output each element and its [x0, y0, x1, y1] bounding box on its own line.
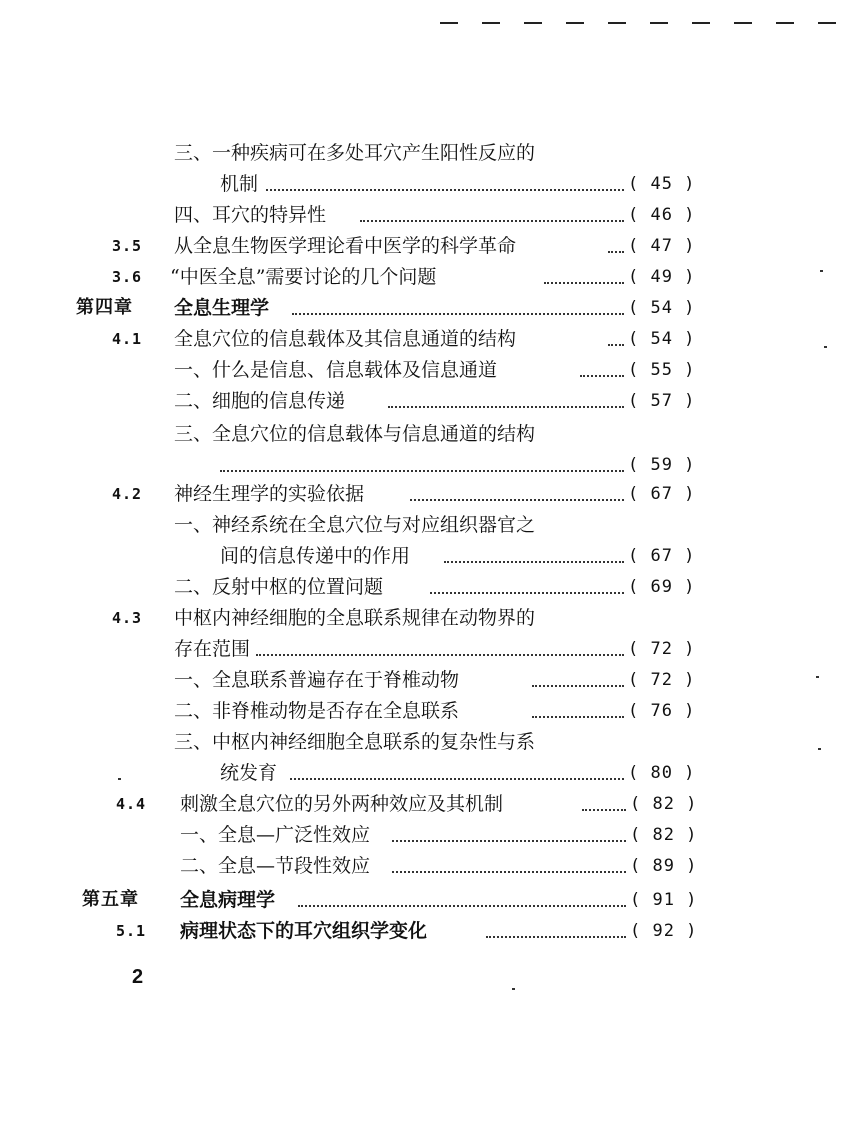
toc-entry-page: ( 76 ) — [628, 701, 696, 721]
toc-entry — [0, 665, 866, 695]
toc-entry-title: 机制 — [220, 173, 259, 195]
dot-leader — [410, 499, 624, 501]
toc-entry-title: 神经生理学的实验依据 — [174, 483, 365, 505]
toc-entry-page: ( 80 ) — [628, 763, 696, 783]
toc-entry — [0, 572, 866, 602]
toc-entry-page: ( 54 ) — [628, 329, 696, 349]
toc-entry-title: 三、全息穴位的信息载体与信息通道的结构 — [174, 423, 536, 445]
toc-entry-page: ( 82 ) — [630, 794, 698, 814]
toc-entry-page: ( 92 ) — [630, 921, 698, 941]
toc-entry — [0, 789, 866, 819]
toc-entry-title: 二、全息—节段性效应 — [180, 855, 371, 877]
toc-entry-page: ( 67 ) — [628, 484, 696, 504]
scan-speck — [512, 988, 515, 990]
dot-leader — [608, 344, 624, 346]
toc-entry-title: 刺激全息穴位的另外两种效应及其机制 — [180, 793, 504, 815]
toc-entry-title: 三、一种疾病可在多处耳穴产生阳性反应的 — [174, 142, 536, 164]
dot-leader — [392, 871, 626, 873]
toc-entry — [0, 324, 866, 354]
toc-entry-page: ( 67 ) — [628, 546, 696, 566]
toc-entry-page: ( 55 ) — [628, 360, 696, 380]
scan-speck — [816, 676, 819, 678]
toc-entry — [0, 138, 866, 168]
toc-entry-title: 全息生理学 — [174, 297, 270, 319]
toc-entry — [0, 820, 866, 850]
page-number: 2 — [132, 966, 144, 988]
toc-entry — [0, 262, 866, 292]
dot-leader — [392, 840, 626, 842]
section-number: 5.1 — [116, 922, 147, 940]
toc-entry — [0, 386, 866, 416]
dot-leader — [582, 809, 626, 811]
toc-entry-page: ( 47 ) — [628, 236, 696, 256]
toc-entry-title: 一、全息—广泛性效应 — [180, 824, 371, 846]
dot-leader — [444, 561, 624, 563]
toc-entry-title: 三、中枢内神经细胞全息联系的复杂性与系 — [174, 731, 536, 753]
toc-entry-page: ( 54 ) — [628, 298, 696, 318]
toc-entry-page: ( 91 ) — [630, 890, 698, 910]
toc-entry-title: 二、细胞的信息传递 — [174, 390, 346, 412]
toc-entry-title: 间的信息传递中的作用 — [220, 545, 411, 567]
toc-chapter-entry — [0, 293, 866, 323]
dot-leader — [360, 220, 624, 222]
toc-entry-title: 一、什么是信息、信息载体及信息通道 — [174, 359, 498, 381]
toc-entry — [0, 355, 866, 385]
toc-entry-page: ( 59 ) — [628, 455, 696, 475]
toc-entry-title: 全息穴位的信息载体及其信息通道的结构 — [174, 328, 517, 350]
toc-entry — [0, 479, 866, 509]
scan-speck — [818, 748, 821, 750]
toc-entry — [0, 634, 866, 664]
toc-entry — [0, 169, 866, 199]
toc-entry-page: ( 49 ) — [628, 267, 696, 287]
toc-entry-page: ( 82 ) — [630, 825, 698, 845]
section-number: 3.5 — [112, 237, 143, 255]
dot-leader — [580, 375, 624, 377]
dot-leader — [266, 189, 624, 191]
toc-entry-title: 四、耳穴的特异性 — [174, 204, 327, 226]
chapter-label: 第四章 — [76, 297, 133, 318]
dot-leader — [256, 654, 624, 656]
toc-entry-title: 一、全息联系普遍存在于脊椎动物 — [174, 669, 460, 691]
scan-speck — [824, 346, 827, 348]
dot-leader — [486, 936, 626, 938]
toc-entry — [0, 419, 866, 449]
toc-entry-title: 二、反射中枢的位置问题 — [174, 576, 384, 598]
scan-speck — [820, 270, 823, 272]
toc-entry-title: 全息病理学 — [180, 889, 276, 911]
toc-entry — [0, 851, 866, 881]
toc-entry-title: 病理状态下的耳穴组织学变化 — [180, 920, 428, 942]
toc-entry — [0, 450, 866, 480]
toc-entry — [0, 510, 866, 540]
toc-entry-title: “中医全息”需要讨论的几个问题 — [170, 266, 437, 288]
toc-chapter-entry — [0, 885, 866, 915]
toc-entry — [0, 696, 866, 726]
toc-entry-page: ( 72 ) — [628, 639, 696, 659]
toc-entry — [0, 231, 866, 261]
toc-entry-title: 一、神经系统在全息穴位与对应组织器官之 — [174, 514, 536, 536]
dot-leader — [290, 778, 624, 780]
section-number: 4.1 — [112, 330, 143, 348]
toc-entry — [0, 603, 866, 633]
dot-leader — [544, 282, 624, 284]
toc-entry-page: ( 46 ) — [628, 205, 696, 225]
toc-entry-title: 中枢内神经细胞的全息联系规律在动物界的 — [174, 607, 536, 629]
toc-entry-title: 统发育 — [220, 762, 278, 784]
toc-entry-title: 从全息生物医学理论看中医学的科学革命 — [174, 235, 517, 257]
section-number: 3.6 — [112, 268, 143, 286]
dot-leader — [532, 716, 624, 718]
toc-entry — [0, 200, 866, 230]
toc-entry-page: ( 45 ) — [628, 174, 696, 194]
toc-entry-page: ( 69 ) — [628, 577, 696, 597]
dot-leader — [430, 592, 624, 594]
dot-leader — [220, 470, 624, 472]
toc-entry-page: ( 72 ) — [628, 670, 696, 690]
toc-entry-title: 存在范围 — [174, 638, 251, 660]
section-number: 4.3 — [112, 609, 143, 627]
section-number: 4.2 — [112, 485, 143, 503]
toc-entry — [0, 541, 866, 571]
dot-leader — [292, 313, 624, 315]
section-number: 4.4 — [116, 795, 147, 813]
toc-entry — [0, 727, 866, 757]
toc-entry-page: ( 57 ) — [628, 391, 696, 411]
scan-speck — [118, 778, 121, 780]
dot-leader — [298, 905, 626, 907]
dot-leader — [608, 251, 624, 253]
dot-leader — [532, 685, 624, 687]
toc-entry — [0, 916, 866, 946]
toc-entry-title: 二、非脊椎动物是否存在全息联系 — [174, 700, 460, 722]
toc-entry-page: ( 89 ) — [630, 856, 698, 876]
dot-leader — [388, 406, 624, 408]
chapter-label: 第五章 — [82, 889, 139, 910]
toc-entry — [0, 758, 866, 788]
